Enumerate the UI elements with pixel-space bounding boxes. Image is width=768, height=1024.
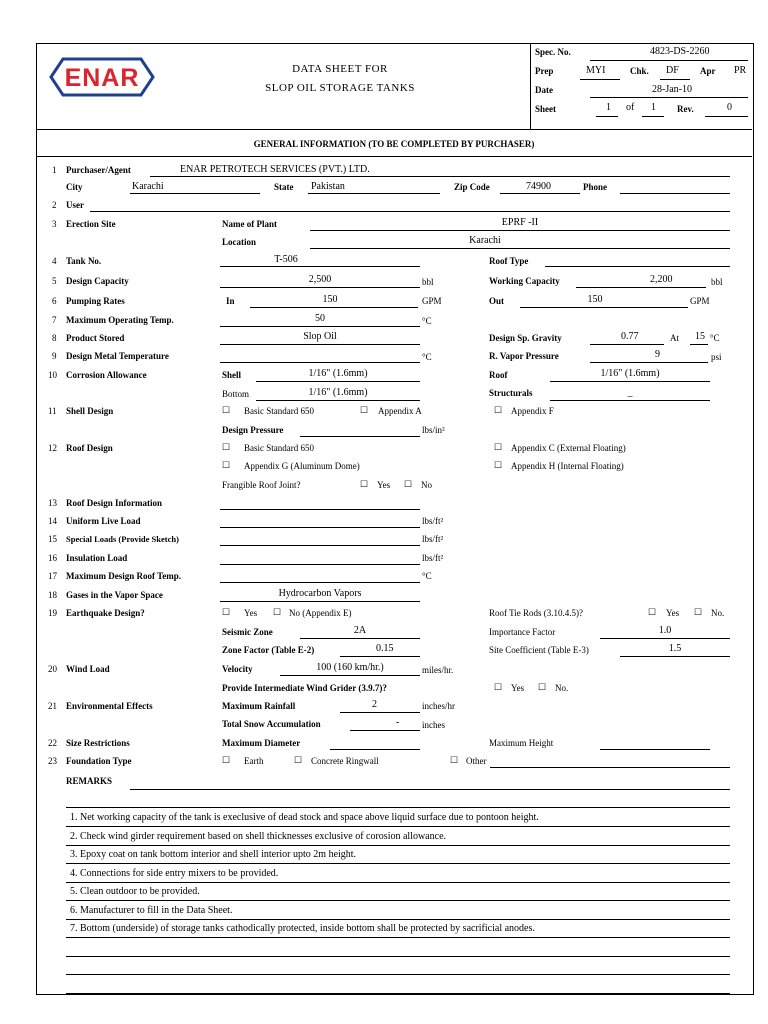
checkbox-icon[interactable]: ☐ [494, 460, 503, 470]
frangible-no-option: No [421, 480, 432, 490]
remark-item: 3. Epoxy coat on tank bottom interior and shell interior upto 2m height. [70, 849, 357, 860]
roof-tie-rods-label: Roof Tie Rods (3.10.4.5)? [489, 608, 584, 618]
remark-rule [66, 956, 730, 957]
max-roof-temp-unit: °C [422, 571, 432, 581]
max-diameter-label: Maximum Diameter [222, 738, 301, 748]
chk-label: Chk. [630, 66, 649, 76]
remark-rule [66, 863, 730, 864]
ca-bottom-label: Bottom [222, 389, 250, 399]
shell-appendix-f-option: Appendix F [511, 406, 554, 416]
seismic-zone-value: 2A [353, 625, 367, 636]
checkbox-icon[interactable]: ☐ [294, 755, 303, 765]
wind-girder-no-option: No. [555, 683, 569, 693]
row-number: 1 [52, 165, 57, 175]
pump-in-value: 150 [322, 294, 338, 305]
snow-accumulation-label: Total Snow Accumulation [222, 719, 321, 729]
special-loads-label: Special Loads (Provide Sketch) [66, 534, 179, 544]
remark-rule [66, 845, 730, 846]
max-rainfall-value: 2 [372, 699, 377, 710]
row-number: 12 [48, 443, 57, 453]
insulation-load-label: Insulation Load [66, 553, 128, 563]
design-metal-temp-label: Design Metal Temperature [66, 351, 169, 361]
section-title: GENERAL INFORMATION (TO BE COMPLETED BY PURCHASER) [253, 139, 535, 149]
remarks-label: REMARKS [66, 776, 113, 786]
max-op-temp-unit: °C [422, 316, 432, 326]
snow-accumulation-unit: inches [422, 720, 445, 730]
enar-logo [49, 57, 155, 97]
sheet-label: Sheet [535, 104, 556, 114]
working-capacity-unit: bbl [711, 277, 723, 287]
vapor-gases-value: Hydrocarbon Vapors [278, 588, 362, 599]
date: 28-Jan-10 [652, 84, 692, 95]
checkbox-icon[interactable]: ☐ [648, 607, 657, 617]
roof-appendix-c-option: Appendix C (External Floating) [511, 443, 626, 453]
zone-factor-label: Zone Factor (Table E-2) [222, 645, 315, 655]
of-label: of [626, 102, 635, 113]
row-number: 19 [48, 608, 57, 618]
special-loads-unit: lbs/ft² [422, 534, 444, 544]
apr: PR [734, 65, 747, 76]
checkbox-icon[interactable]: ☐ [494, 442, 503, 452]
seismic-zone-label: Seismic Zone [222, 627, 273, 637]
row-number: 20 [48, 664, 57, 674]
row-number: 3 [52, 219, 57, 229]
ca-roof-label: Roof [489, 370, 508, 380]
at-value: 15 [695, 331, 705, 342]
checkbox-icon[interactable]: ☐ [494, 405, 503, 415]
roof-appendix-g-option: Appendix G (Aluminum Dome) [244, 461, 360, 471]
remark-item: 5. Clean outdoor to be provided. [70, 886, 200, 897]
row-number: 5 [52, 276, 57, 286]
frangible-yes-option: Yes [377, 480, 391, 490]
design-capacity-value: 2,500 [308, 274, 332, 285]
ca-shell-label: Shell [222, 370, 242, 380]
foundation-ringwall-option: Concrete Ringwall [311, 756, 379, 766]
foundation-earth-option: Earth [244, 756, 264, 766]
remark-item: 4. Connections for side entry mixers to be provided. [70, 867, 279, 879]
max-height-label: Maximum Height [489, 738, 554, 748]
design-pressure-label: Design Pressure [222, 425, 284, 435]
location-label: Location [222, 237, 257, 247]
purchaser-label: Purchaser/Agent [66, 165, 131, 175]
design-pressure-unit: lbs/in² [422, 425, 445, 435]
phone-label: Phone [583, 182, 608, 192]
remark-item: 1. Net working capacity of the tank is execlusive of dead stock and space above liquid surface due to pontoon height. [70, 812, 539, 823]
ca-shell-value: 1/16" (1.6mm) [308, 368, 368, 379]
remark-rule [66, 900, 730, 901]
checkbox-icon[interactable]: ☐ [494, 682, 503, 692]
row-number: 17 [48, 571, 57, 581]
max-rainfall-unit: inches/hr [422, 701, 455, 711]
max-roof-temp-label: Maximum Design Roof Temp. [66, 571, 182, 581]
foundation-type-label: Foundation Type [66, 756, 132, 766]
remark-rule [66, 937, 730, 938]
row-number: 6 [52, 296, 57, 306]
design-metal-temp-unit: °C [422, 352, 432, 362]
apr-label: Apr [700, 66, 716, 76]
vapor-pressure-label: R. Vapor Pressure [489, 351, 559, 361]
date-label: Date [535, 85, 553, 95]
at-unit: °C [710, 333, 720, 343]
importance-factor-label: Importance Factor [489, 627, 556, 637]
title-line1: DATA SHEET FOR [292, 63, 388, 75]
checkbox-icon[interactable]: ☐ [360, 405, 369, 415]
purchaser-value: ENAR PETROTECH SERVICES (PVT.) LTD. [180, 164, 370, 175]
svg-text:ENAR: ENAR [64, 64, 140, 92]
importance-factor-value: 1.0 [658, 625, 672, 636]
row-number: 15 [48, 534, 57, 544]
pump-out-label: Out [489, 296, 505, 306]
sheet-total: 1 [651, 102, 656, 113]
location-value: Karachi [469, 235, 501, 246]
checkbox-icon[interactable]: ☐ [222, 755, 231, 765]
snow-accumulation-value: - [396, 717, 400, 728]
pump-in-unit: GPM [422, 296, 442, 306]
plant-value: EPRF -II [501, 217, 539, 228]
tie-rods-no-option: No. [711, 608, 725, 618]
roof-basic-650-option: Basic Standard 650 [244, 443, 314, 453]
vapor-gases-label: Gases in the Vapor Space [66, 590, 163, 600]
sp-gravity-label: Design Sp. Gravity [489, 333, 562, 343]
remark-item: 6. Manufacturer to fill in the Data Sheet. [70, 904, 233, 916]
rev-label: Rev. [677, 104, 694, 114]
pump-out-value: 150 [587, 294, 603, 305]
wind-girder-label: Provide Intermediate Wind Grider (3.9.7)? [222, 683, 387, 693]
site-coefficient-value: 1.5 [668, 643, 682, 654]
remark-rule [66, 919, 730, 920]
shell-design-label: Shell Design [66, 406, 114, 416]
checkbox-icon[interactable]: ☐ [222, 607, 231, 617]
insulation-load-unit: lbs/ft² [422, 553, 444, 563]
uniform-live-load-unit: lbs/ft² [422, 516, 444, 526]
row-number: 23 [48, 756, 57, 766]
ca-structurals-value: _ [627, 387, 633, 398]
state-label: State [274, 182, 294, 192]
remark-item: 7. Bottom (underside) of storage tanks cathodically protected, inside bottom shall be protected by sacrificial anodes. [70, 923, 535, 934]
row-number: 11 [48, 406, 57, 416]
at-label: At [670, 333, 679, 343]
pump-in-label: In [226, 296, 235, 306]
remark-rule [66, 974, 730, 975]
uniform-live-load-label: Uniform Live Load [66, 516, 141, 526]
size-restrictions-label: Size Restrictions [66, 738, 130, 748]
zone-factor-value: 0.15 [376, 643, 394, 654]
frangible-joint-label: Frangible Roof Joint? [222, 480, 301, 490]
plant-label: Name of Plant [222, 219, 277, 229]
tank-no-value: T-506 [274, 254, 298, 265]
site-coefficient-label: Site Coefficient (Table E-3) [489, 645, 589, 655]
wind-girder-yes-option: Yes [511, 683, 525, 693]
earthquake-design-label: Earthquake Design? [66, 608, 145, 618]
remark-rule [66, 882, 730, 883]
row-number: 7 [52, 315, 57, 325]
spec-no-label: Spec. No. [535, 47, 571, 57]
zip-label: Zip Code [454, 182, 490, 192]
velocity-label: Velocity [222, 664, 253, 674]
environmental-effects-label: Environmental Effects [66, 701, 153, 711]
checkbox-icon[interactable]: ☐ [450, 755, 459, 765]
roof-design-info-label: Roof Design Information [66, 498, 162, 508]
earthquake-no-option: No (Appendix E) [289, 608, 352, 618]
rev: 0 [727, 102, 732, 113]
tank-no-label: Tank No. [66, 256, 102, 266]
row-number: 9 [52, 351, 57, 361]
foundation-other-option: Other [466, 756, 487, 766]
max-op-temp-value: 50 [315, 313, 325, 324]
row-number: 10 [48, 370, 57, 380]
checkbox-icon[interactable]: ☐ [404, 479, 413, 489]
city-value: Karachi [132, 181, 164, 192]
chk: DF [666, 65, 679, 76]
velocity-value: 100 (160 km/hr.) [316, 662, 384, 673]
row-number: 2 [52, 200, 57, 210]
checkbox-icon[interactable]: ☐ [694, 607, 703, 617]
roof-design-label: Roof Design [66, 443, 113, 453]
row-number: 18 [48, 590, 57, 600]
product-stored-label: Product Stored [66, 333, 125, 343]
remark-rule [66, 993, 730, 994]
design-capacity-label: Design Capacity [66, 276, 129, 286]
shell-basic-650-option: Basic Standard 650 [244, 406, 314, 416]
checkbox-icon[interactable]: ☐ [538, 682, 547, 692]
remark-rule [66, 826, 730, 827]
prep-label: Prep [535, 66, 554, 76]
max-op-temp-label: Maximum Operating Temp. [66, 315, 174, 325]
vapor-pressure-unit: psi [711, 352, 722, 362]
spec-no: 4823-DS-2260 [650, 46, 710, 57]
checkbox-icon[interactable]: ☐ [222, 442, 231, 452]
title-line2: SLOP OIL STORAGE TANKS [265, 82, 415, 94]
row-number: 4 [52, 256, 57, 266]
corrosion-allowance-label: Corrosion Allowance [66, 370, 147, 380]
pump-out-unit: GPM [690, 296, 710, 306]
checkbox-icon[interactable]: ☐ [222, 460, 231, 470]
remark-item: 2. Check wind girder requirement based on shell thicknesses exclusive of corosion allowance. [70, 830, 447, 842]
design-capacity-unit: bbl [422, 277, 434, 287]
row-number: 14 [48, 516, 57, 526]
row-number: 16 [48, 553, 57, 563]
pumping-rates-label: Pumping Rates [66, 296, 125, 306]
row-number: 22 [48, 738, 57, 748]
user-label: User [66, 200, 84, 210]
erection-site-label: Erection Site [66, 219, 116, 229]
checkbox-icon[interactable]: ☐ [222, 405, 231, 415]
row-number: 8 [52, 333, 57, 343]
row-number: 21 [48, 701, 57, 711]
earthquake-yes-option: Yes [244, 608, 258, 618]
ca-roof-value: 1/16" (1.6mm) [600, 368, 660, 379]
state-value: Pakistan [311, 181, 345, 192]
sheet-no: 1 [606, 102, 611, 113]
header-divider [530, 43, 531, 129]
vapor-pressure-value: 9 [655, 349, 660, 360]
header-bottom-line [36, 129, 752, 130]
roof-appendix-h-option: Appendix H (Internal Floating) [511, 461, 624, 471]
ca-bottom-value: 1/16" (1.6mm) [308, 387, 368, 398]
roof-type-label: Roof Type [489, 256, 529, 266]
zip-value: 74900 [526, 181, 551, 192]
row-number: 13 [48, 498, 57, 508]
checkbox-icon[interactable]: ☐ [360, 479, 369, 489]
ca-structurals-label: Structurals [489, 388, 533, 398]
wind-load-label: Wind Load [66, 664, 110, 674]
velocity-unit: miles/hr. [422, 665, 454, 675]
sp-gravity-value: 0.77 [621, 331, 639, 342]
shell-appendix-a-option: Appendix A [378, 406, 422, 416]
working-capacity-value: 2,200 [650, 274, 673, 285]
city-label: City [66, 182, 83, 192]
prep: MYI [586, 65, 606, 76]
checkbox-icon[interactable]: ☐ [273, 607, 282, 617]
max-rainfall-label: Maximum Rainfall [222, 701, 296, 711]
product-stored-value: Slop Oil [303, 331, 337, 342]
tie-rods-yes-option: Yes [666, 608, 680, 618]
working-capacity-label: Working Capacity [489, 276, 560, 286]
